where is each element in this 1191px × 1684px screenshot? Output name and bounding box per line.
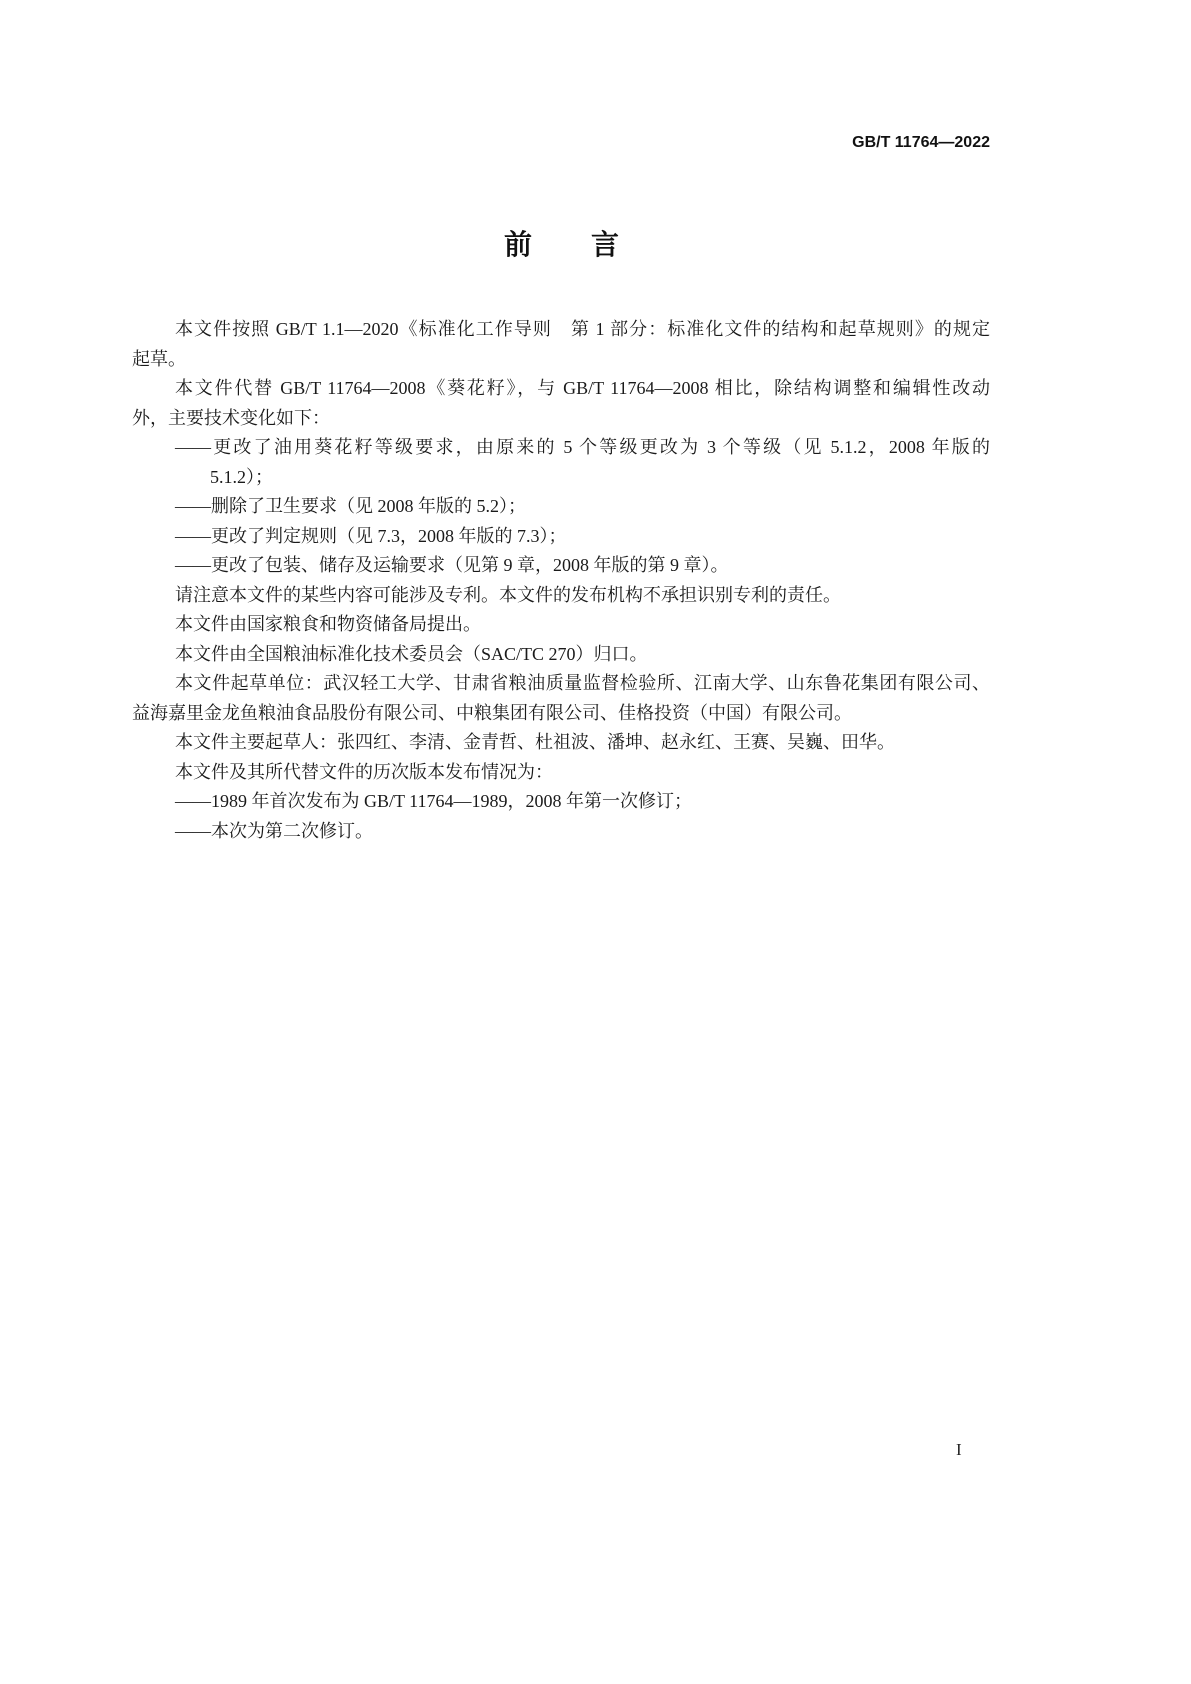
history-item-line: ——本次为第二次修订。 (175, 820, 373, 841)
change-item (132, 433, 990, 492)
paragraph-line: 本文件由国家粮食和物资储备局提出。 (175, 614, 481, 634)
change-item-line: ——更改了包装、储存及运输要求（见第 9 章，2008 年版的第 9 章）。 (175, 555, 729, 575)
page-number: I (956, 1440, 962, 1459)
change-item (132, 492, 990, 522)
paragraph-patent-notice (132, 581, 990, 611)
paragraph-line: 本文件按照 GB/T 1.1—2020《标准化工作导则 第 1 部分：标准化文件的结构和起草规则》的规定 (175, 319, 990, 339)
paragraph-line: 益海嘉里金龙鱼粮油食品股份有限公司、中粮集团有限公司、佳格投资（中国）有限公司。 (132, 702, 852, 723)
paragraph-line: 本文件代替 GB/T 11764—2008《葵花籽》，与 GB/T 11764—2008 相比，除结构调整和编辑性改动 (175, 378, 990, 398)
paragraph-line: 本文件起草单位：武汉轻工大学、甘肃省粮油质量监督检验所、江南大学、山东鲁花集团有限公司、 (175, 673, 990, 693)
history-item (132, 817, 990, 847)
change-item-line: 5.1.2）； (210, 466, 273, 487)
paragraph-line: 起草。 (132, 348, 186, 369)
paragraph-version-history (132, 758, 990, 788)
paragraph-line: 请注意本文件的某些内容可能涉及专利。本文件的发布机构不承担识别专利的责任。 (175, 584, 841, 605)
paragraph-line: 本文件主要起草人：张四红、李清、金青哲、杜祖波、潘坤、赵永红、王赛、吴巍、田华。 (175, 732, 895, 752)
history-item-line: ——1989 年首次发布为 GB/T 11764—1989，2008 年第一次修订； (175, 791, 693, 811)
paragraph-replacement (132, 374, 990, 433)
change-item (132, 522, 990, 552)
paragraph-committee (132, 640, 990, 670)
change-item-line: ——删除了卫生要求（见 2008 年版的 5.2）； (175, 496, 526, 516)
paragraph-proposer (132, 610, 990, 640)
standard-code: GB/T 11764—2022 (852, 134, 990, 151)
paragraph-drafting-rules (132, 315, 990, 374)
change-item-line: ——更改了油用葵花籽等级要求，由原来的 5 个等级更改为 3 个等级（见 5.1.2，2008 年版的 (175, 437, 990, 457)
change-item-line: ——更改了判定规则（见 7.3，2008 年版的 7.3）； (175, 525, 567, 546)
paragraph-line: 外，主要技术变化如下： (132, 407, 330, 428)
paragraph-drafting-units (132, 669, 990, 728)
history-item (132, 787, 990, 817)
foreword-body (132, 315, 990, 846)
change-item (132, 551, 990, 581)
paragraph-line: 本文件及其所代替文件的历次版本发布情况为： (175, 761, 553, 782)
paragraph-line: 本文件由全国粮油标准化技术委员会（SAC/TC 270）归口。 (175, 643, 648, 664)
page-title: 前言 (504, 229, 679, 260)
paragraph-drafters (132, 728, 990, 758)
